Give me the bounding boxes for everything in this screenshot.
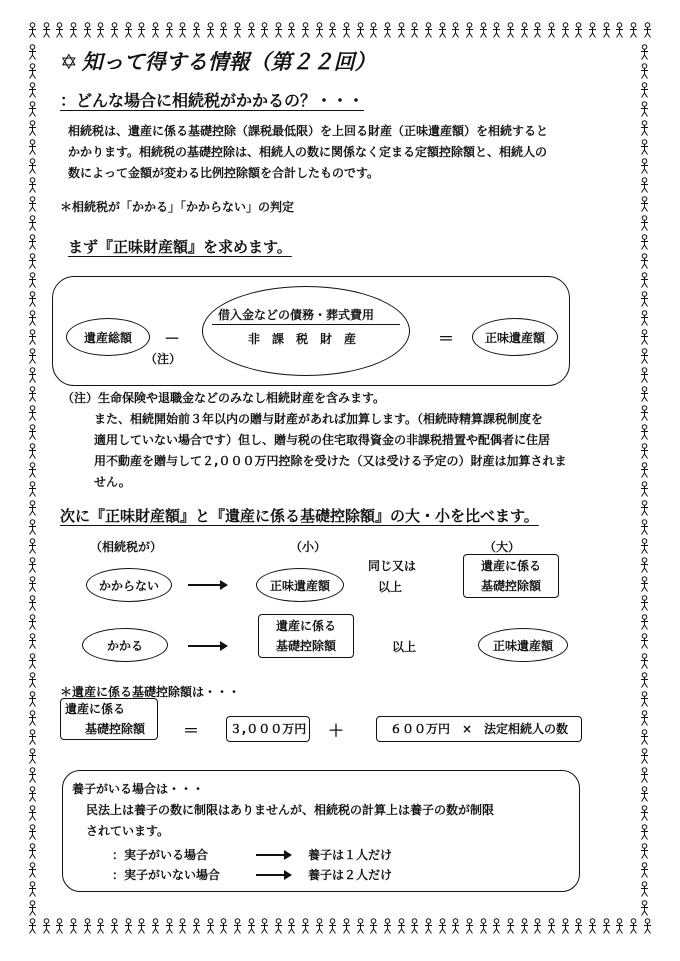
stick-figure-icon [451, 918, 460, 938]
stick-figure-icon [28, 443, 40, 459]
stick-figure-icon [640, 729, 652, 745]
stick-figure-icon [438, 918, 447, 938]
stick-figure-icon [602, 918, 611, 938]
stick-figure-icon [369, 918, 378, 938]
formula-minus: － [164, 329, 181, 348]
stick-figure-icon [615, 918, 624, 938]
stick-figure-icon [178, 918, 187, 938]
stick-figure-icon [615, 22, 624, 42]
compare-row2-small-line1: 遺産に係る [275, 619, 336, 633]
stick-figure-icon [42, 22, 51, 42]
stick-figure-icon [28, 272, 40, 288]
stick-figure-icon [124, 22, 133, 42]
stick-figure-icon [640, 139, 652, 155]
stick-figure-icon [640, 101, 652, 117]
stick-figure-icon [640, 595, 652, 611]
stick-figure-icon [397, 918, 406, 938]
stick-figure-icon [369, 22, 378, 42]
stick-figure-icon [28, 862, 40, 878]
border-bottom [28, 918, 652, 938]
intro-line: 相続税は、遺産に係る基礎控除（課税最低限）を上回る財産（正味遺産額）を相続すると [68, 124, 549, 138]
note-line: せん。 [94, 475, 131, 489]
compare-row1-large-line1: 遺産に係る [480, 559, 541, 573]
status-not-taxed: かからない [86, 568, 172, 602]
stick-figure-icon [640, 177, 652, 193]
compare-row1-relation: 以上 [378, 580, 403, 594]
compare-col-small: （小） [290, 540, 327, 554]
stick-figure-icon [110, 918, 119, 938]
stick-figure-icon [640, 614, 652, 630]
stick-figure-icon [479, 918, 488, 938]
stick-figure-icon [28, 614, 40, 630]
adopted-case1-result: 養子は１人だけ [308, 848, 393, 862]
stick-figure-icon [28, 196, 40, 212]
stick-figure-icon [28, 519, 40, 535]
stick-figure-icon [247, 22, 256, 42]
stick-figure-icon [28, 424, 40, 440]
stick-figure-icon [640, 519, 652, 535]
stick-figure-icon [55, 22, 64, 42]
adopted-case1-condition: ：実子がいる場合 [112, 848, 209, 862]
stick-figure-icon [178, 22, 187, 42]
stick-figure-icon [192, 918, 201, 938]
stick-figure-icon [640, 63, 652, 79]
stick-figure-icon [287, 22, 296, 42]
step2-heading: 次に『正味財産額』と『遺産に係る基礎控除額』の大・小を比べます。 [60, 507, 539, 525]
stick-figure-icon [640, 215, 652, 231]
note-continuation [62, 409, 642, 493]
stick-figure-icon [42, 918, 51, 938]
adopted-case2-result: 養子は２人だけ [308, 868, 393, 882]
formula-result: 正味遺産額 [472, 318, 558, 356]
note-line: 適用していない場合です）但し、贈与税の住宅取得資金の非課税措置や配偶者に住居 [94, 433, 551, 447]
stick-figure-icon [83, 22, 92, 42]
stick-figure-icon [506, 918, 515, 938]
stick-figure-icon [260, 22, 269, 42]
stick-figure-icon [55, 918, 64, 938]
stick-figure-icon [410, 918, 419, 938]
stick-figure-icon [328, 22, 337, 42]
basic-deduction-heading: ＊遺産に係る基礎控除額は・・・ [60, 685, 241, 699]
stick-figure-icon [28, 672, 40, 688]
stick-figure-icon [301, 918, 310, 938]
stick-figure-icon [640, 538, 652, 554]
stick-figure-icon [28, 481, 40, 497]
stick-figure-icon [640, 824, 652, 840]
stick-figure-icon [640, 576, 652, 592]
stick-figure-icon [28, 729, 40, 745]
stick-figure-icon [28, 633, 40, 649]
stick-figure-icon [28, 405, 40, 421]
stick-figure-icon [479, 22, 488, 42]
stick-figure-icon [640, 710, 652, 726]
compare-row1-large [463, 554, 559, 598]
stick-figure-icon [640, 900, 652, 916]
stick-figure-icon [28, 805, 40, 821]
stick-figure-icon [602, 22, 611, 42]
stick-figure-icon [28, 291, 40, 307]
formula-left-term: 遺産総額 [66, 318, 150, 356]
stick-figure-icon [643, 22, 652, 42]
stick-figure-icon [137, 22, 146, 42]
stick-figure-icon [247, 918, 256, 938]
stick-figure-icon [640, 653, 652, 669]
stick-figure-icon [69, 918, 78, 938]
stick-figure-icon [342, 918, 351, 938]
stick-figure-icon [96, 918, 105, 938]
stick-figure-icon [28, 367, 40, 383]
basic-deduction-label-line1: 遺産に係る [65, 702, 126, 716]
stick-figure-icon [124, 918, 133, 938]
stick-figure-icon [28, 22, 37, 42]
stick-figure-icon [28, 748, 40, 764]
stick-figure-icon [533, 22, 542, 42]
stick-figure-icon [640, 348, 652, 364]
stick-figure-icon [588, 918, 597, 938]
stick-figure-icon [451, 22, 460, 42]
stick-figure-icon [561, 918, 570, 938]
formula-fraction-line [212, 324, 400, 325]
compare-col-tax: （相続税が） [90, 540, 163, 554]
stick-figure-icon [137, 918, 146, 938]
compare-row1-small: 正味遺産額 [256, 568, 344, 602]
stick-figure-icon [424, 918, 433, 938]
stick-figure-icon [28, 918, 37, 938]
compare-col-large: （大） [484, 540, 521, 554]
stick-figure-icon [438, 22, 447, 42]
stick-figure-icon [28, 710, 40, 726]
stick-figure-icon [520, 918, 529, 938]
stick-figure-icon [151, 918, 160, 938]
stick-figure-icon [151, 22, 160, 42]
stick-figure-icon [465, 918, 474, 938]
stick-figure-icon [574, 22, 583, 42]
compare-col-mid: 同じ又は [368, 559, 417, 573]
stick-figure-icon [28, 881, 40, 897]
stick-figure-icon [28, 234, 40, 250]
stick-figure-icon [28, 824, 40, 840]
stick-figure-icon [192, 22, 201, 42]
stick-figure-icon [28, 557, 40, 573]
status-taxed: かかる [82, 628, 168, 662]
stick-figure-icon [165, 22, 174, 42]
stick-figure-icon [28, 786, 40, 802]
stick-figure-icon [28, 767, 40, 783]
note-block [62, 388, 642, 493]
arrow-icon [256, 874, 290, 876]
stick-figure-icon [28, 120, 40, 136]
stick-figure-icon [424, 22, 433, 42]
stick-figure-icon [629, 22, 638, 42]
stick-figure-icon [28, 177, 40, 193]
stick-figure-icon [28, 63, 40, 79]
page-title: ✡ 知って得する情報（第２２回） [60, 50, 376, 74]
stick-figure-icon [640, 272, 652, 288]
stick-figure-icon [506, 22, 515, 42]
stick-figure-icon [640, 862, 652, 878]
stick-figure-icon [260, 918, 269, 938]
stick-figure-icon [640, 367, 652, 383]
formula-equals: ＝ [438, 329, 455, 348]
basic-deduction-proportional: ６００万円 × 法定相続人の数 [376, 716, 582, 742]
compare-row2-small-line2: 基礎控除額 [275, 639, 336, 653]
stick-figure-icon [643, 918, 652, 938]
stick-figure-icon [28, 500, 40, 516]
stick-figure-icon [640, 881, 652, 897]
stick-figure-icon [492, 918, 501, 938]
stick-figure-icon [640, 120, 652, 136]
stick-figure-icon [640, 234, 652, 250]
stick-figure-icon [28, 348, 40, 364]
stick-figure-icon [640, 291, 652, 307]
stick-figure-icon [28, 386, 40, 402]
compare-row2-large: 正味遺産額 [478, 628, 568, 662]
basic-deduction-label [60, 698, 158, 740]
stick-figure-icon [28, 158, 40, 174]
stick-figure-icon [640, 329, 652, 345]
stick-figure-icon [28, 215, 40, 231]
star-outline-icon: ✡ [60, 50, 78, 74]
adopted-line: されています。 [86, 824, 170, 838]
note-line: また、相続開始前３年以内の贈与財産があれば加算します。（相続時精算課税制度を [94, 412, 544, 426]
stick-figure-icon [640, 786, 652, 802]
note-label: （注） [62, 391, 99, 405]
intro-line: 数によって金額が変わる比例控除額を合計したものです。 [68, 166, 380, 180]
note-text: 生命保険や退職金などのみなし相続財産を含みます。 [98, 391, 386, 405]
stick-figure-icon [96, 22, 105, 42]
stick-figure-icon [574, 918, 583, 938]
stick-figure-icon [28, 653, 40, 669]
stick-figure-icon [28, 44, 40, 60]
stick-figure-icon [397, 22, 406, 42]
stick-figure-icon [640, 748, 652, 764]
formula-deduct-bottom: 非 課 税 財 産 [248, 332, 357, 346]
stick-figure-icon [640, 633, 652, 649]
compare-row2-small [258, 614, 354, 658]
note-first-line [62, 388, 642, 409]
stick-figure-icon [383, 918, 392, 938]
stick-figure-icon [28, 462, 40, 478]
stick-figure-icon [640, 843, 652, 859]
stick-figure-icon [28, 843, 40, 859]
stick-figure-icon [315, 22, 324, 42]
stick-figure-icon [640, 767, 652, 783]
basic-deduction-label-line2: 基礎控除額 [85, 722, 146, 736]
basic-deduction-equals: ＝ [183, 721, 200, 740]
stick-figure-icon [561, 22, 570, 42]
stick-figure-icon [640, 672, 652, 688]
adopted-heading: 養子がいる場合は・・・ [72, 782, 205, 796]
intro-line: かかります。相続税の基礎控除は、相続人の数に関係なく定まる定額控除額と、相続人の [68, 145, 548, 159]
section-heading: ：どんな場合に相続税がかかるの？・・・ [60, 91, 365, 110]
stick-figure-icon [640, 557, 652, 573]
intro-paragraph [68, 121, 638, 184]
judgment-note: ＊相続税が「かかる」「かからない」の判定 [60, 200, 295, 214]
formula-left-note: （注） [145, 352, 182, 366]
basic-deduction-fixed: ３,０００万円 [226, 716, 310, 742]
compare-row2-relation: 以上 [392, 640, 417, 654]
stick-figure-icon [28, 310, 40, 326]
stick-figure-icon [465, 22, 474, 42]
stick-figure-icon [301, 22, 310, 42]
stick-figure-icon [274, 918, 283, 938]
stick-figure-icon [356, 918, 365, 938]
border-left [28, 44, 40, 916]
stick-figure-icon [640, 44, 652, 60]
stick-figure-icon [110, 22, 119, 42]
stick-figure-icon [233, 918, 242, 938]
stick-figure-icon [315, 918, 324, 938]
stick-figure-icon [492, 22, 501, 42]
stick-figure-icon [383, 22, 392, 42]
stick-figure-icon [28, 900, 40, 916]
compare-row1-large-line2: 基礎控除額 [480, 579, 541, 593]
stick-figure-icon [640, 82, 652, 98]
basic-deduction-plus: ＋ [328, 721, 345, 740]
stick-figure-icon [28, 595, 40, 611]
adopted-content [72, 779, 572, 842]
stick-figure-icon [28, 691, 40, 707]
stick-figure-icon [640, 805, 652, 821]
stick-figure-icon [640, 691, 652, 707]
stick-figure-icon [165, 918, 174, 938]
stick-figure-icon [342, 22, 351, 42]
stick-figure-icon [28, 82, 40, 98]
stick-figure-icon [28, 253, 40, 269]
stick-figure-icon [28, 538, 40, 554]
stick-figure-icon [274, 22, 283, 42]
note-line: 用不動産を贈与して２,０００万円控除を受けた（又は受ける予定の）財産は加算されま [94, 454, 567, 468]
stick-figure-icon [233, 22, 242, 42]
stick-figure-icon [629, 918, 638, 938]
stick-figure-icon [28, 329, 40, 345]
stick-figure-icon [410, 22, 419, 42]
stick-figure-icon [640, 196, 652, 212]
stick-figure-icon [533, 918, 542, 938]
stick-figure-icon [640, 253, 652, 269]
stick-figure-icon [356, 22, 365, 42]
stick-figure-icon [28, 139, 40, 155]
arrow-icon [188, 584, 226, 586]
stick-figure-icon [640, 500, 652, 516]
stick-figure-icon [206, 22, 215, 42]
border-top [28, 22, 652, 42]
stick-figure-icon [547, 22, 556, 42]
stick-figure-icon [520, 22, 529, 42]
stick-figure-icon [69, 22, 78, 42]
adopted-case2-condition: ：実子がいない場合 [112, 868, 221, 882]
stick-figure-icon [219, 22, 228, 42]
stick-figure-icon [219, 918, 228, 938]
stick-figure-icon [328, 918, 337, 938]
stick-figure-icon [640, 158, 652, 174]
step1-heading: まず『正味財産額』を求めます。 [68, 238, 292, 256]
stick-figure-icon [287, 918, 296, 938]
adopted-line: 民法上は養子の数に制限はありませんが、相続税の計算上は養子の数が制限 [86, 803, 495, 817]
formula-deduct-top: 借入金などの債務・葬式費用 [218, 308, 375, 322]
stick-figure-icon [588, 22, 597, 42]
stick-figure-icon [547, 918, 556, 938]
arrow-icon [188, 645, 226, 647]
stick-figure-icon [28, 576, 40, 592]
stick-figure-icon [83, 918, 92, 938]
stick-figure-icon [640, 310, 652, 326]
stick-figure-icon [28, 101, 40, 117]
stick-figure-icon [206, 918, 215, 938]
arrow-icon [256, 854, 290, 856]
